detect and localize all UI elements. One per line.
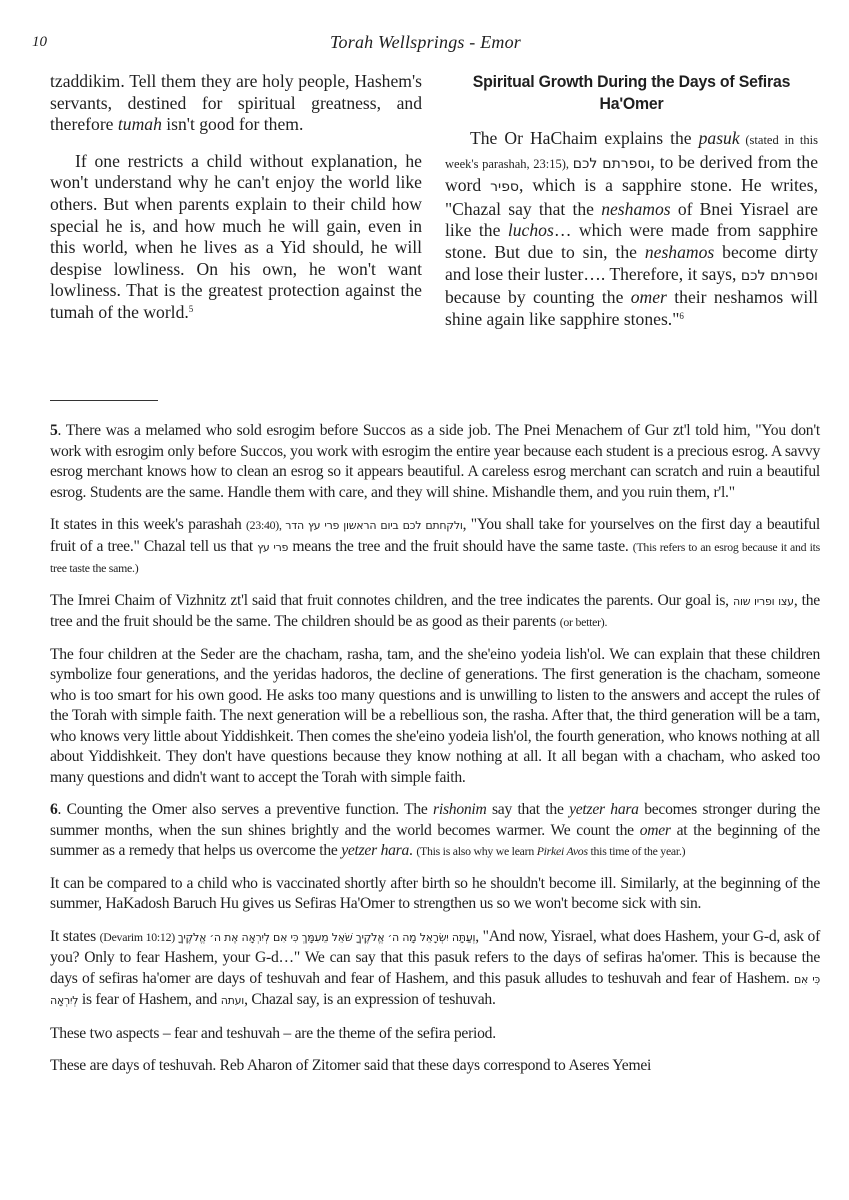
footnote-paragraph: The four children at the Seder are the chacham, rasha, tam, and the she'eino yodeia lish'ol. We can explain that these children symbolize four generations, and the yeridas hadoros, the decline of generations. The first generation is the chacham, someone who is too smart for his own good. He asks too many questions and is unwilling to listen to the answers and accept the rules of the Torah with simple faith. The next generation will be a rebellious son, the rasha. After that, the third generation will be a tam, who knows very little about Yiddishkeit. Then comes the she'eino yodeia lish'ol, the fourth generation, who knows nothing at all about Yiddishkeit. They don't have questions because they know nothing at all. It all began with a chacham, who asked too many questions and didn't want to accept the Torah with simple faith. xyxy=(50,645,820,786)
footnote-paragraph: It states (Devarim 10:12) וְעַתָּה יִשְׂרָאֵל מָה ה׳ אֱלֹקֶיךָ שֹׁאֵל מֵעִמָּךְ כִּי אִם לְיִרְאָה אֶת ה׳ אֱלֹקֶיךָ, "And now, Yisrael, what does Hashem, your G-d, ask of you? Only to fear Hashem, your G-d…" We can say that this pasuk refers to the days of sefiras ha'omer. This is because the days of sefiras ha'omer are days of teshuvah and fear of Hashem, and this pasuk alludes to teshuvah and fear of Hashem. כִּי אִם לְיִרְאָה is fear of Hashem, and ועתה, Chazal say, is an expression of teshuvah. xyxy=(50,927,821,1008)
hebrew-text: ולקחתם לכם ביום הראשון פרי עץ הדר xyxy=(285,519,463,532)
footnote-ref[interactable]: 6 xyxy=(679,310,684,321)
right-column xyxy=(445,71,818,330)
footnote-paragraph: These two aspects – fear and teshuvah – are the theme of the sefira period. xyxy=(50,1024,496,1042)
hebrew-text: כִּי אִם לְיִרְאָה xyxy=(50,972,820,1007)
hebrew-text: ועתה xyxy=(220,994,245,1007)
section-heading: Spiritual Growth During the Days of Sefiras Ha'Omer xyxy=(472,73,791,113)
hebrew-text: פרי עץ xyxy=(257,540,289,554)
footnote-paragraph: It states in this week's parashah (23:40), ולקחתם לכם ביום הראשון פרי עץ הדר, "You shall take for yourselves on the first day a beautiful fruit of a tree." Chazal tell us that פרי עץ means the tree and the fruit should have the same taste. (This refers to an esrog because it and its tree taste the same.) xyxy=(50,516,821,575)
footnote-paragraph: The Imrei Chaim of Vizhnitz zt'l said that fruit connotes children, and the tree indicates the parents. Our goal is, עצו ופריו שוה, the tree and the fruit should be the same. The children should be as good as their parents (or better). xyxy=(50,591,820,630)
hebrew-text: וספרתם לכם xyxy=(740,267,818,284)
footnotes xyxy=(50,421,820,1089)
footnote-paragraph: These are days of teshuvah. Reb Aharon of Zitomer said that these days correspond to Aseres Yemei xyxy=(50,1057,652,1074)
footnote-divider xyxy=(50,400,158,401)
footnote-ref[interactable]: 5 xyxy=(188,303,194,314)
footnote-5: 5. There was a melamed who sold esrogim before Succos as a side job. The Pnei Menachem of Gur zt'l told him, "You don't work with esrogim only before Succos, you work with esrogim the entire year because each student is a precious esrog. A savvy esrog merchant knows how to clean an esrog so it appears beautiful. A careless esrog merchant can scratch and ruin a beautiful esrog. Students are the same. Handle them with care, and they will shine. Mishandle them, and you ruin them, r'l." xyxy=(50,422,820,501)
paragraph: If one restricts a child without explanation, he won't understand why he can't enjoy the world like others. But when parents explain to their child how special he is, and how much he will gain, even in this world, when he lives as a Yid should, he will despise lowliness. On his own, he won't want lowliness. That is the greatest protection against the tumah of the world.$^5$ xyxy=(50,150,422,322)
running-title: Torah Wellsprings - Emor xyxy=(329,32,521,52)
running-header xyxy=(32,30,819,54)
hebrew-text: וְעַתָּה יִשְׂרָאֵל מָה ה׳ אֱלֹקֶיךָ שֹׁאֵל מֵעִמָּךְ כִּי אִם לְיִרְאָה אֶת ה׳ אֱלֹקֶיךָ xyxy=(177,930,476,944)
hebrew-text: ספיר xyxy=(490,179,520,196)
hebrew-text: וספרתם לכם xyxy=(572,155,651,172)
page-number: 10 xyxy=(32,34,47,50)
hebrew-text: עצו ופריו שוה xyxy=(733,594,794,608)
footnote-paragraph: It can be compared to a child who is vaccinated shortly after birth so he shouldn't become ill. Similarly, at the beginning of the summer, HaKadosh Baruch Hu gives us Sefiras Ha'Omer to strengthen us so we won't become sick with sin. xyxy=(50,874,820,912)
paragraph: tzaddikim. Tell them they are holy people, Hashem's servants, destined for spiritual greatness, and therefore tumah isn't good for them. xyxy=(50,71,422,135)
paragraph: The Or HaChaim explains the pasuk (stated in this week's parashah, 23:15), וספרתם לכם, to be derived from the word ספיר, which is a sapphire stone. He writes, "Chazal say that the neshamos of Bnei Yisrael are like the luchos… which were made from sapphire stone. But due to sin, the neshamos become dirty and lose their luster…. Therefore, it says, וספרתם לכם because by counting the omer their neshamos will shine again like sapphire stones."$^6$ xyxy=(445,128,819,329)
left-column xyxy=(50,71,422,324)
footnote-6: 6. Counting the Omer also serves a preventive function. The rishonim say that the yetzer hara becomes stronger during the summer months, when the sun shines brightly and the world becomes warmer. We count the omer at the beginning of the summer as a remedy that helps us overcome the yetzer hara. (This is also why we learn Pirkei Avos this time of the year.) xyxy=(50,801,820,859)
